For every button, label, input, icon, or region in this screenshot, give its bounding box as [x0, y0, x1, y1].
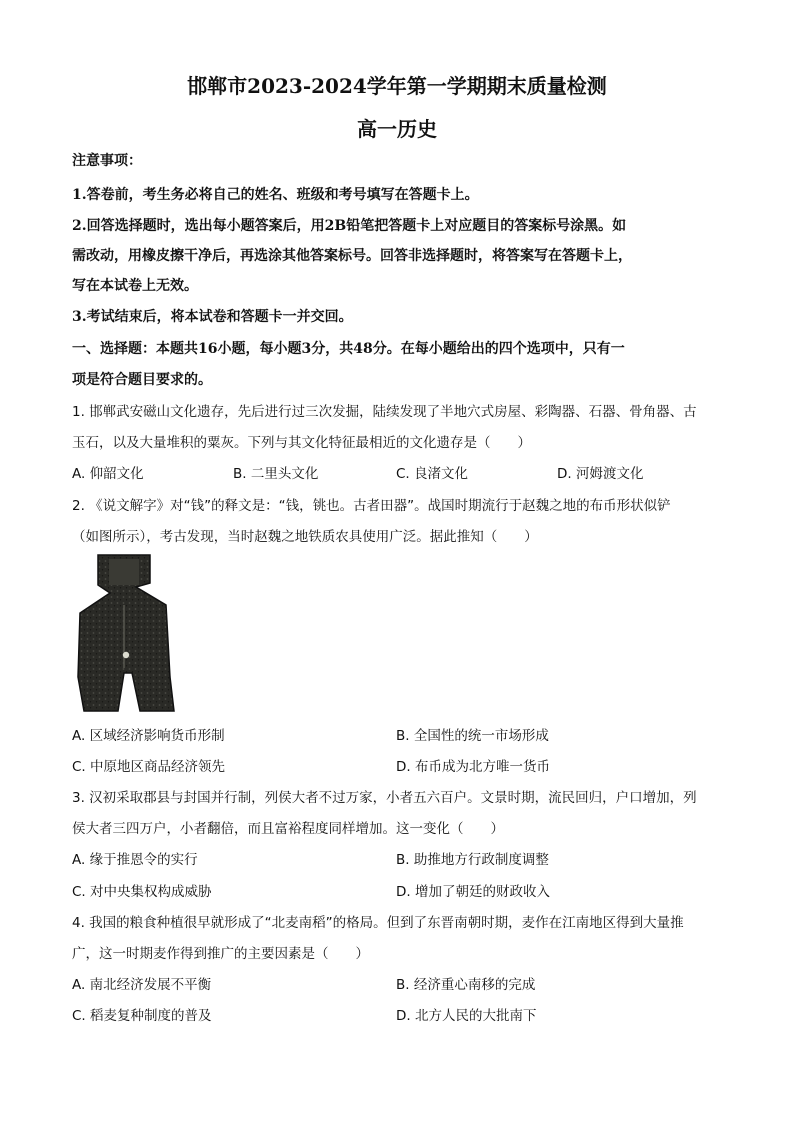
question-1-option-c: C. 良渚文化 [396, 466, 469, 482]
question-4-option-d: D. 北方人民的大批南下 [396, 1008, 537, 1024]
question-4-option-b: B. 经济重心南移的完成 [396, 977, 536, 993]
question-4-option-a: A. 南北经济发展不平衡 [72, 977, 212, 993]
notice-heading: 注意事项： [72, 153, 142, 169]
notice-item: 3.考试结束后，将本试卷和答题卡一并交回。 [72, 309, 353, 325]
question-4-text: 广，这一时期麦作得到推广的主要因素是（ ） [72, 946, 369, 962]
question-3-option-d: D. 增加了朝廷的财政收入 [396, 884, 550, 900]
section-heading: 一、选择题：本题共16小题，每小题3分，共48分。在每小题给出的四个选项中，只有一 [72, 341, 625, 357]
question-3-option-b: B. 助推地方行政制度调整 [396, 852, 549, 868]
question-1-option-a: A. 仰韶文化 [72, 466, 144, 482]
question-2-text: 2. 《说文解字》对“钱”的释文是：“钱，铫也。古者田器”。战国时期流行于赵魏之地的布币形状似铲 [72, 498, 671, 514]
question-4-option-c: C. 稻麦复种制度的普及 [72, 1008, 212, 1024]
notice-item: 1.答卷前，考生务必将自己的姓名、班级和考号填写在答题卡上。 [72, 187, 479, 203]
question-3-text: 侯大者三四万户，小者翻倍，而且富裕程度同样增加。这一变化（ ） [72, 821, 504, 837]
section-heading: 项是符合题目要求的。 [72, 372, 212, 388]
notice-item: 2.回答选择题时，选出每小题答案后，用2B铅笔把答题卡上对应题目的答案标号涂黑。如 [72, 218, 627, 234]
question-1-text: 1. 邯郸武安磁山文化遗存，先后进行过三次发掘，陆续发现了半地穴式房屋、彩陶器、石器、骨角器、古 [72, 404, 697, 420]
question-2-option-c: C. 中原地区商品经济领先 [72, 759, 226, 775]
question-2-option-d: D. 布币成为北方唯一货币 [396, 759, 550, 775]
question-3-text: 3. 汉初采取郡县与封国并行制，列侯大者不过万家，小者五六百户。文景时期，流民回归，户口增加，列 [72, 790, 697, 806]
spade-coin-image [74, 553, 186, 713]
question-1-option-b: B. 二里头文化 [233, 466, 319, 482]
question-2-option-b: B. 全国性的统一市场形成 [396, 728, 549, 744]
question-1-text: 玉石，以及大量堆积的粟灰。下列与其文化特征最相近的文化遗存是（ ） [72, 435, 531, 451]
notice-item: 写在本试卷上无效。 [72, 278, 198, 294]
question-3-option-a: A. 缘于推恩令的实行 [72, 852, 198, 868]
question-1-option-d: D. 河姆渡文化 [557, 466, 644, 482]
exam-title: 邯郸市2023-2024学年第一学期期末质量检测 [187, 74, 607, 98]
question-3-option-c: C. 对中央集权构成威胁 [72, 884, 212, 900]
exam-subject: 高一历史 [357, 117, 437, 141]
question-4-text: 4. 我国的粮食种植很早就形成了“北麦南稻”的格局。但到了东晋南朝时期，麦作在江南地区得到大量推 [72, 915, 684, 931]
question-2-text: （如图所示），考古发现，当时赵魏之地铁质农具使用广泛。据此推知（ ） [72, 529, 538, 545]
question-2-option-a: A. 区域经济影响货币形制 [72, 728, 225, 744]
notice-item: 需改动，用橡皮擦干净后，再选涂其他答案标号。回答非选择题时，将答案写在答题卡上， [72, 248, 632, 264]
